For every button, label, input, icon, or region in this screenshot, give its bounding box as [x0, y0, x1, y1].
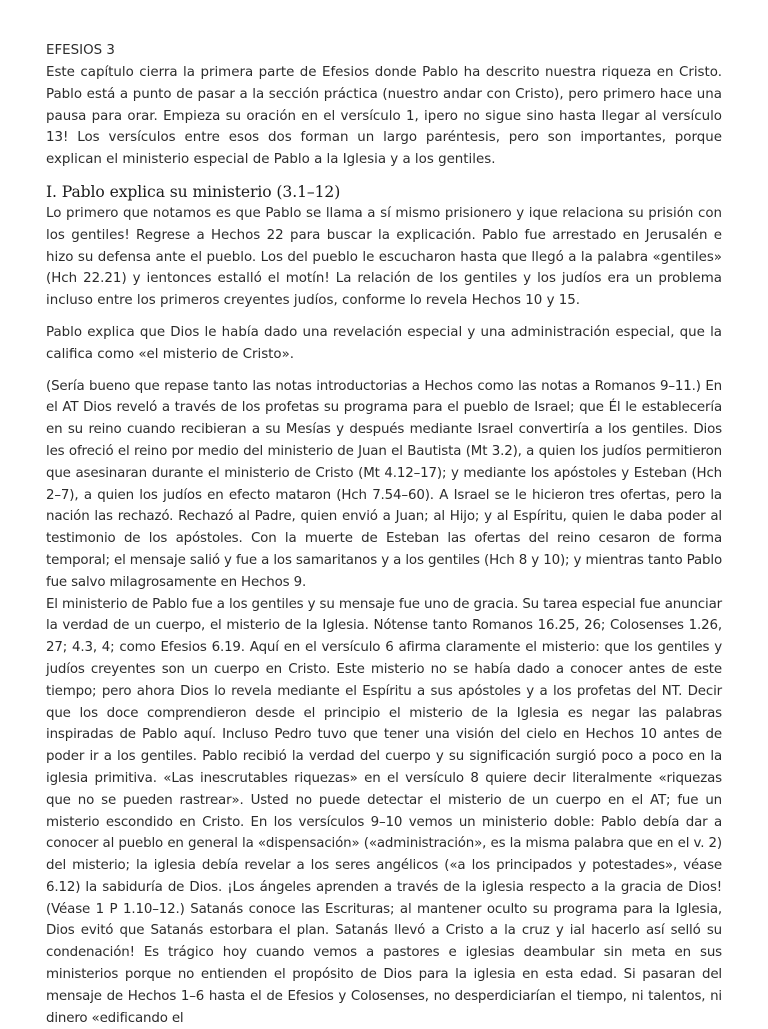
body-paragraph: Pablo explica que Dios le había dado una revelación especial y una administración especial, que la califica como «el misterio de Cristo».: [46, 324, 722, 362]
body-paragraph: (Sería bueno que repase tanto las notas introductorias a Hechos como las notas a Romanos 9–11.) En el AT Dios reveló a través de los profetas su programa para el pueblo de Israel; que Él le establecería en su reino cuando recibieran a su Mesías y después mediante Israel convertiría a los gentiles. Dios les ofreció el reino por medio del ministerio de Juan el Bautista (Mt 3.2), a quien los judíos permitieron que asesinaran durante el ministerio de Cristo (Mt 4.12–17); y mediante los apóstoles y Esteban (Hch 2–7), a quien los judíos en efecto mataron (Hch 7.54–60). A Israel se le hicieron tres ofertas, pero la nación las rechazó. Rechazó al Padre, quien envió a Juan; al Hijo; y al Espíritu, quien le daba poder al testimonio de los apóstoles. Con la muerte de Esteban las ofertas del reino cesaron de forma temporal; el mensaje salió y fue a los samaritanos y a los gentiles (Hch 8 y 10); y mientras tanto Pablo fue salvo milagrosamente en Hechos 9.: [46, 378, 722, 590]
body-paragraph: Lo primero que notamos es que Pablo se llama a sí mismo prisionero y ique relaciona su prisión con los gentiles! Regrese a Hechos 22 para buscar la explicación. Pablo fue arrestado en Jerusalén e hizo su defensa ante el pueblo. Los del pueblo le escucharon hasta que llegó a la palabra «gentiles» (Hch 22.21) y ientonces estalló el motín! La relación de los gentiles y los judíos era un problema incluso entre los primeros creyentes judíos, conforme lo revela Hechos 10 y 15.: [46, 205, 722, 309]
section-heading: I. Pablo explica su ministerio (3.1–12): [46, 182, 341, 201]
body-paragraph: El ministerio de Pablo fue a los gentiles y su mensaje fue uno de gracia. Su tarea especial fue anunciar la verdad de un cuerpo, el misterio de la Iglesia. Nótense tanto Romanos 16.25, 26; Colosenses 1.26, 27; 4.3, 4; como Efesios 6.19. Aquí en el versículo 6 afirma claramente el misterio: que los gentiles y judíos creyentes son un cuerpo en Cristo. Este misterio no se había dado a conocer antes de este tiempo; pero ahora Dios lo revela mediante el Espíritu a sus apóstoles y a los profetas del NT. Decir que los doce comprendieron desde el principio el misterio de la Iglesia es negar las palabras inspiradas de Pablo aquí. Incluso Pedro tuvo que tener una visión del cielo en Hechos 10 antes de poder ir a los gentiles. Pablo recibió la verdad del cuerpo y su significación surgió poco a poco en la iglesia primitiva. «Las inescrutables riquezas» en el versículo 8 quiere decir literalmente «riquezas que no se pueden rastrear». Usted no puede detectar el misterio de un cuerpo en el AT; fue un misterio escondido en Cristo. En los versículos 9–10 vemos un ministerio doble: Pablo debía dar a conocer al pueblo en general la «dispensación» («administración», es la misma palabra que en el v. 2) del misterio; la iglesia debía revelar a los seres angélicos («a los principados y potestades», véase 6.12) la sabiduría de Dios. ¡Los ángeles aprenden a través de la iglesia respecto a la gracia de Dios! (Véase 1 P 1.10–12.) Satanás conoce las Escrituras; al mantener oculto su programa para la Iglesia, Dios evitó que Satanás estorbara el plan. Satanás llevó a Cristo a la cruz y ial hacerlo así selló su condenación! Es trágico hoy cuando vemos a pastores e iglesias deambular sin meta en sus ministerios porque no entienden el propósito de Dios para la iglesia en esta edad. Si pasaran del mensaje de Hechos 1–6 hasta el de Efesios y Colosenses, no desperdiciarían el tiempo, ni talentos, ni dinero «edificando el: [46, 596, 722, 1026]
chapter-title: EFESIOS 3: [46, 43, 115, 58]
document-page: [46, 40, 722, 1029]
intro-paragraph: Este capítulo cierra la primera parte de Efesios donde Pablo ha descrito nuestra riqueza en Cristo. Pablo está a punto de pasar a la sección práctica (nuestro andar con Cristo), pero primero hace una pausa para orar. Empieza su oración en el versículo 1, ipero no sigue sino hasta llegar al versículo 13! Los versículos entre esos dos forman un largo paréntesis, pero son importantes, porque explican el ministerio especial de Pablo a la Iglesia y a los gentiles.: [46, 65, 722, 168]
